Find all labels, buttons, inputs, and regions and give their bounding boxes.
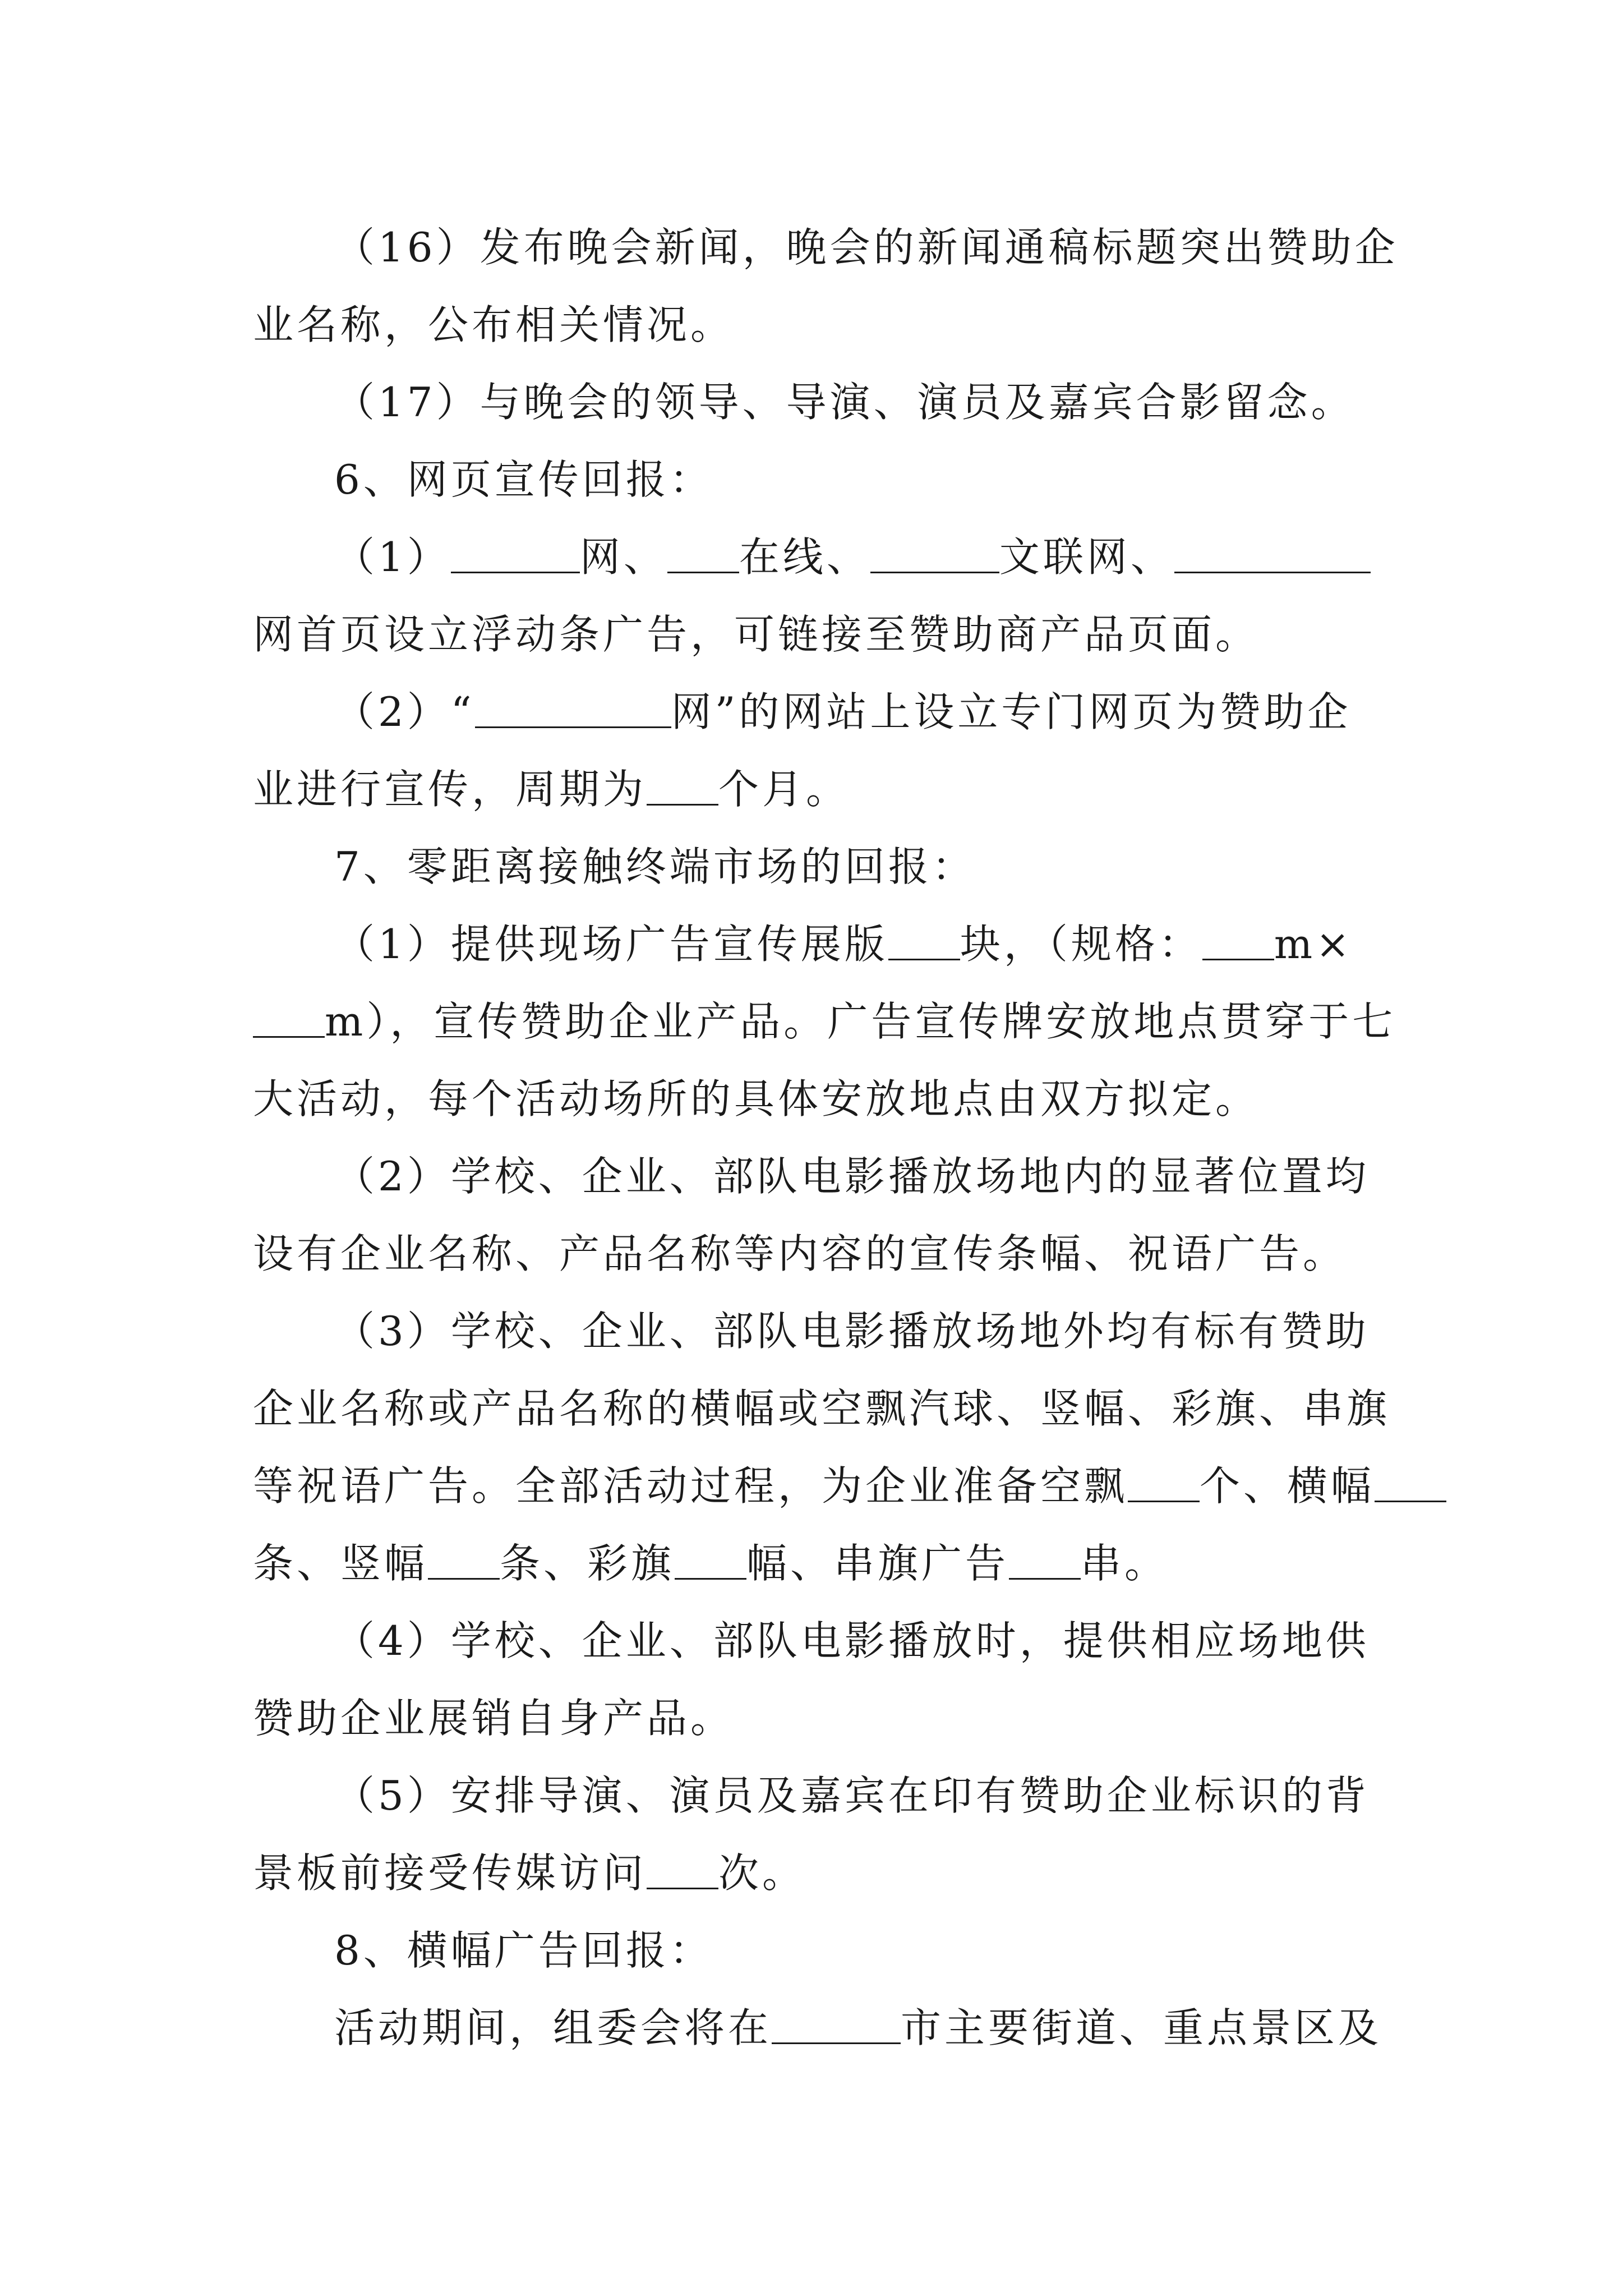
section-6-item-1-line-2 xyxy=(253,596,1386,673)
text: 等祝语广告。全部活动过程，为企业准备空飘 xyxy=(253,1462,1128,1510)
text: （1）提供现场广告宣传展版 xyxy=(334,921,888,968)
fill-blank xyxy=(428,1544,500,1580)
text: 网”的网站上设立专门网页为赞助企 xyxy=(671,688,1352,735)
fill-blank xyxy=(675,1544,746,1580)
section-6-item-2-line-1 xyxy=(253,673,1386,751)
fill-blank xyxy=(1128,1467,1200,1502)
text: （5）安排导演、演员及嘉宾在印有赞助企业标识的背 xyxy=(334,1772,1370,1819)
text: 个、横幅 xyxy=(1200,1462,1375,1510)
text: 设有企业名称、产品名称等内容的宣传条幅、祝语广告。 xyxy=(253,1230,1347,1277)
text: （2）“ xyxy=(334,688,475,735)
fill-blank xyxy=(475,693,671,728)
fill-blank xyxy=(647,770,718,806)
section-7-item-3-line-3 xyxy=(253,1447,1386,1525)
section-7-item-3-line-1 xyxy=(253,1292,1386,1370)
text: 企业名称或产品名称的横幅或空飘汽球、竖幅、彩旗、串旗 xyxy=(253,1385,1391,1432)
text: 次。 xyxy=(718,1849,806,1897)
text: m），宣传赞助企业产品。广告宣传牌安放地点贯穿于七 xyxy=(325,998,1396,1045)
fill-blank xyxy=(772,2009,901,2044)
text: 条、竖幅 xyxy=(253,1540,428,1587)
section-7-item-5-line-2 xyxy=(253,1834,1386,1912)
text: 条、彩旗 xyxy=(500,1540,675,1587)
text: 网、 xyxy=(579,533,667,581)
text: 业名称，公布相关情况。 xyxy=(253,301,735,348)
section-7-item-1-line-1 xyxy=(253,905,1386,983)
section-7-item-2-line-2 xyxy=(253,1215,1386,1292)
text: 在线、 xyxy=(739,533,870,581)
text: （16）发布晚会新闻，晚会的新闻通稿标题突出赞助企 xyxy=(334,224,1399,271)
fill-blank xyxy=(1202,925,1274,960)
fill-blank xyxy=(1009,1544,1081,1580)
text: 个月。 xyxy=(718,766,850,813)
fill-blank xyxy=(253,1002,325,1038)
fill-blank xyxy=(888,925,960,960)
text: （4）学校、企业、部队电影播放时，提供相应场地供 xyxy=(334,1617,1370,1664)
text: m× xyxy=(1274,921,1353,968)
section-7-item-3-line-2 xyxy=(253,1370,1391,1447)
section-6-item-2-line-2 xyxy=(253,751,1386,828)
heading-text: 7、零距离接触终端市场的回报： xyxy=(334,843,976,890)
item-16-line-1 xyxy=(253,209,1399,286)
text: （2）学校、企业、部队电影播放场地内的显著位置均 xyxy=(334,1153,1370,1200)
text: 景板前接受传媒访问 xyxy=(253,1849,647,1897)
section-7-item-5-line-1 xyxy=(253,1757,1386,1834)
text: 文联网、 xyxy=(999,533,1174,581)
section-7-item-3-line-4 xyxy=(253,1525,1386,1602)
section-7-item-4-line-1 xyxy=(253,1602,1386,1680)
fill-blank xyxy=(451,538,580,573)
heading-text: 8、横幅广告回报： xyxy=(334,1927,713,1974)
fill-blank xyxy=(647,1854,718,1889)
item-17-line xyxy=(253,364,1386,441)
section-8-line-1 xyxy=(253,1989,1386,2067)
fill-blank xyxy=(667,538,739,573)
text: （1） xyxy=(334,533,451,581)
fill-blank xyxy=(1174,538,1371,573)
text: （17）与晚会的领导、导演、演员及嘉宾合影留念。 xyxy=(334,379,1355,426)
text: 块，（规格： xyxy=(960,921,1202,968)
fill-blank xyxy=(870,538,999,573)
section-7-item-4-line-2 xyxy=(253,1680,1386,1757)
section-7-heading xyxy=(253,828,1386,905)
text: 赞助企业展销自身产品。 xyxy=(253,1695,735,1742)
text: 市主要街道、重点景区及 xyxy=(901,2004,1382,2051)
text: 幅、串旗广告 xyxy=(746,1540,1009,1587)
section-7-item-2-line-1 xyxy=(253,1138,1386,1215)
text: 活动期间，组委会将在 xyxy=(334,2004,772,2051)
document-body xyxy=(253,209,1399,2067)
item-16-line-2 xyxy=(253,286,1386,364)
text: 串。 xyxy=(1081,1540,1169,1587)
text: 大活动，每个活动场所的具体安放地点由双方拟定。 xyxy=(253,1075,1260,1122)
text: （3）学校、企业、部队电影播放场地外均有标有赞助 xyxy=(334,1308,1370,1355)
section-7-item-1-line-3 xyxy=(253,1060,1386,1138)
section-7-item-1-line-2 xyxy=(253,983,1396,1060)
text: 网首页设立浮动条广告，可链接至赞助商产品页面。 xyxy=(253,611,1260,658)
section-6-heading xyxy=(253,441,1386,518)
fill-blank xyxy=(1375,1467,1446,1502)
section-6-item-1-line-1 xyxy=(253,518,1386,596)
section-8-heading xyxy=(253,1912,1386,1989)
text: 业进行宣传，周期为 xyxy=(253,766,647,813)
heading-text: 6、网页宣传回报： xyxy=(334,456,713,503)
